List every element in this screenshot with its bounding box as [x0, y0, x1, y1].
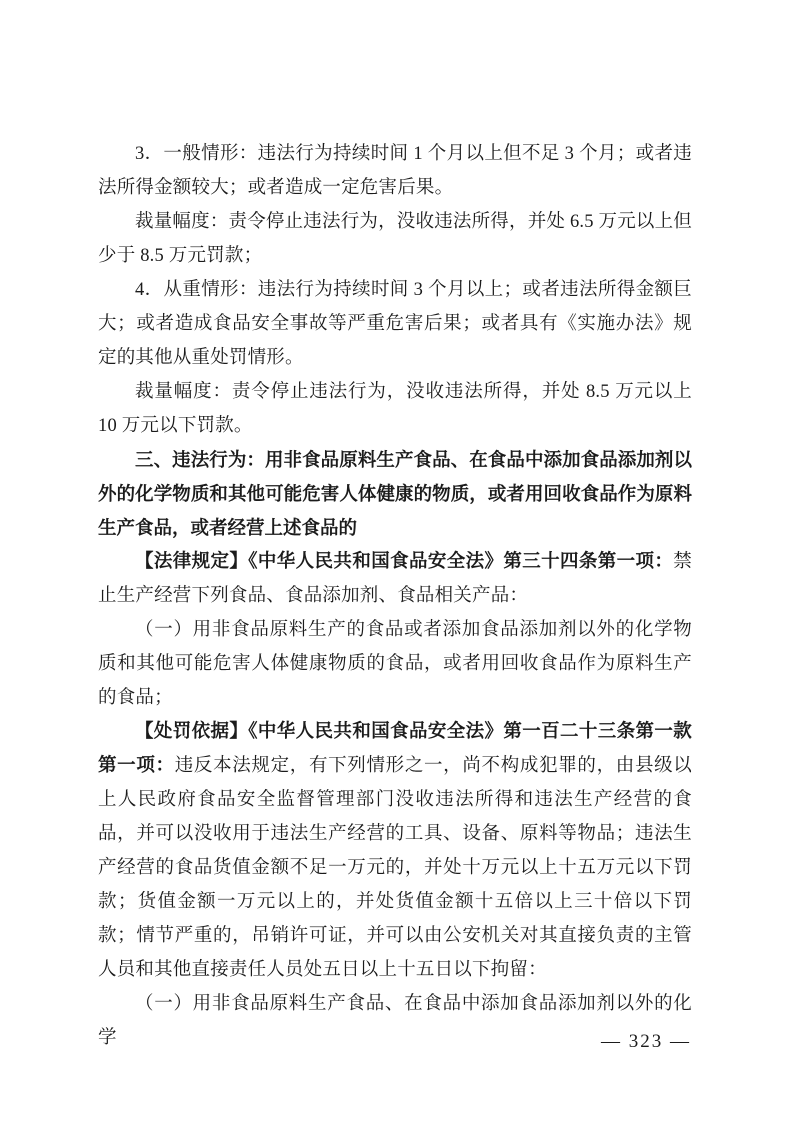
paragraph: 3．一般情形：违法行为持续时间 1 个月以上但不足 3 个月；或者违法所得金额较大；或者造成一定危害后果。	[98, 144, 692, 198]
paragraph: 裁量幅度：责令停止违法行为，没收违法所得，并处 8.5 万元以上 10 万元以下罚款。	[98, 382, 692, 436]
paragraph: （一）用非食品原料生产食品、在食品中添加食品添加剂以外的化学	[98, 994, 692, 1048]
document-body	[98, 137, 692, 1055]
paragraph: 【处罚依据】《中华人民共和国食品安全法》第一百二十三条第一款第一项：违反本法规定，有下列情形之一，尚不构成犯罪的，由县级以上人民政府食品安全监督管理部门没收违法所得和违法生产经营的食品，并可以没收用于违法生产经营的工具、设备、原料等物品；违法生产经营的食品货值金额不足一万元的，并处十万元以上十五万元以下罚款；货值金额一万元以上的，并处货值金额十五倍以上三十倍以下罚款；情节严重的，吊销许可证，并可以由公安机关对其直接负责的主管人员和其他直接责任人员处五日以上十五日以下拘留：	[98, 722, 692, 980]
paragraph: 裁量幅度：责令停止违法行为，没收违法所得，并处 6.5 万元以上但少于 8.5 万元罚款；	[98, 212, 692, 266]
page-number: — 323 —	[601, 1031, 691, 1052]
section-heading: 三、违法行为：用非食品原料生产食品、在食品中添加食品添加剂以外的化学物质和其他可能危害人体健康的物质，或者用回收食品作为原料生产食品，或者经营上述食品的	[98, 449, 692, 538]
paragraph: （一）用非食品原料生产的食品或者添加食品添加剂以外的化学物质和其他可能危害人体健康物质的食品，或者用回收食品作为原料生产的食品；	[98, 620, 692, 708]
paragraph: 【法律规定】《中华人民共和国食品安全法》第三十四条第一项：禁止生产经营下列食品、食品添加剂、食品相关产品：	[98, 552, 692, 606]
paragraph-bold-prefix: 【处罚依据】《中华人民共和国食品安全法》第一百二十三条第一款第一项：	[98, 722, 692, 776]
paragraph-bold-prefix: 【法律规定】《中华人民共和国食品安全法》第三十四条第一项：	[135, 552, 674, 572]
paragraph: 4．从重情形：违法行为持续时间 3 个月以上；或者违法所得金额巨大；或者造成食品安全事故等严重危害后果；或者具有《实施办法》规定的其他从重处罚情形。	[98, 280, 692, 368]
